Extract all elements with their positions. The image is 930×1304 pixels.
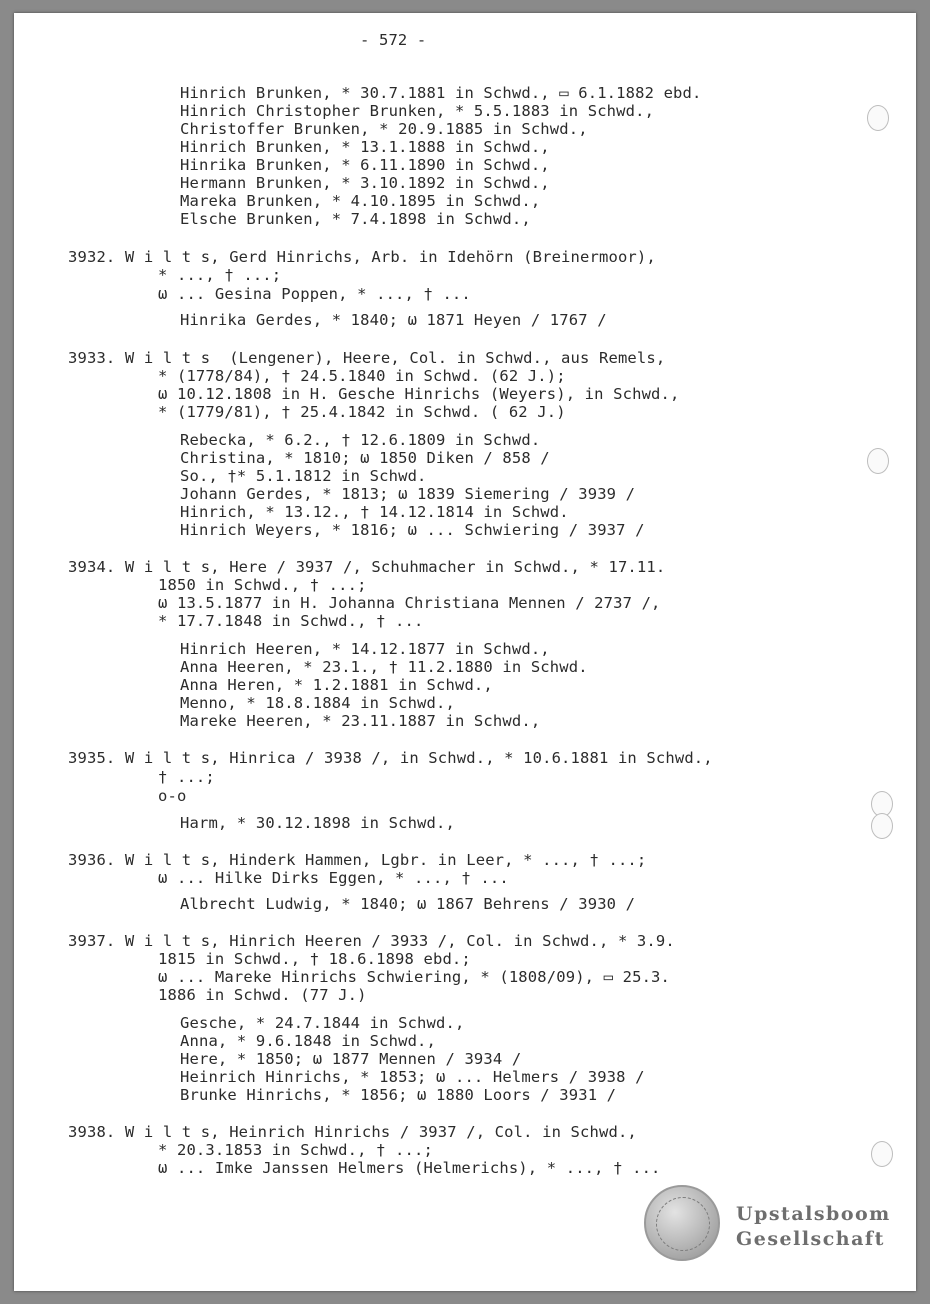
child-line: Menno, * 18.8.1884 in Schwd., bbox=[180, 694, 455, 712]
child-line: Hermann Brunken, * 3.10.1892 in Schwd., bbox=[180, 174, 550, 192]
child-line: Hinrich Weyers, * 1816; ω ... Schwiering / 3937 / bbox=[180, 521, 645, 539]
entry-line: * (1779/81), † 25.4.1842 in Schwd. ( 62 J.) bbox=[158, 403, 566, 421]
child-line: Elsche Brunken, * 7.4.1898 in Schwd., bbox=[180, 210, 531, 228]
child-line: Hinrika Brunken, * 6.11.1890 in Schwd., bbox=[180, 156, 550, 174]
punch-hole bbox=[867, 448, 889, 474]
entry-3932-head: 3932. W i l t s, Gerd Hinrichs, Arb. in Idehörn (Breinermoor), bbox=[68, 248, 656, 266]
entry-line: 1850 in Schwd., † ...; bbox=[158, 576, 367, 594]
logo-text-line2: Gesellschaft bbox=[736, 1228, 885, 1250]
entry-line: * (1778/84), † 24.5.1840 in Schwd. (62 J.); bbox=[158, 367, 566, 385]
entry-line: o-o bbox=[158, 787, 187, 805]
child-line: Hinrika Gerdes, * 1840; ω 1871 Heyen / 1767 / bbox=[180, 311, 607, 329]
entry-line: ω 13.5.1877 in H. Johanna Christiana Mennen / 2737 /, bbox=[158, 594, 661, 612]
entry-3935-head: 3935. W i l t s, Hinrica / 3938 /, in Schwd., * 10.6.1881 in Schwd., bbox=[68, 749, 713, 767]
child-line: Mareka Brunken, * 4.10.1895 in Schwd., bbox=[180, 192, 541, 210]
entry-line: ω ... Imke Janssen Helmers (Helmerichs), * ..., † ... bbox=[158, 1159, 661, 1177]
entry-3938-head: 3938. W i l t s, Heinrich Hinrichs / 3937 /, Col. in Schwd., bbox=[68, 1123, 637, 1141]
entry-3934-head: 3934. W i l t s, Here / 3937 /, Schuhmacher in Schwd., * 17.11. bbox=[68, 558, 666, 576]
child-line: So., †* 5.1.1812 in Schwd. bbox=[180, 467, 427, 485]
entry-line: 1815 in Schwd., † 18.6.1898 ebd.; bbox=[158, 950, 471, 968]
punch-hole bbox=[867, 105, 889, 131]
entry-line: * 20.3.1853 in Schwd., † ...; bbox=[158, 1141, 433, 1159]
entry-3933-head: 3933. W i l t s (Lengener), Heere, Col. in Schwd., aus Remels, bbox=[68, 349, 666, 367]
punch-hole bbox=[871, 1141, 893, 1167]
child-line: Hinrich Brunken, * 13.1.1888 in Schwd., bbox=[180, 138, 550, 156]
child-line: Hinrich Heeren, * 14.12.1877 in Schwd., bbox=[180, 640, 550, 658]
entry-line: ω ... Gesina Poppen, * ..., † ... bbox=[158, 285, 471, 303]
child-line: Anna Heeren, * 23.1., † 11.2.1880 in Schwd. bbox=[180, 658, 588, 676]
child-line: Brunke Hinrichs, * 1856; ω 1880 Loors / 3931 / bbox=[180, 1086, 617, 1104]
punch-hole bbox=[871, 813, 893, 839]
child-line: Hinrich Brunken, * 30.7.1881 in Schwd., ▭ 6.1.1882 ebd. bbox=[180, 84, 702, 102]
entry-line: * ..., † ...; bbox=[158, 266, 282, 284]
child-line: Here, * 1850; ω 1877 Mennen / 3934 / bbox=[180, 1050, 522, 1068]
child-line: Albrecht Ludwig, * 1840; ω 1867 Behrens / 3930 / bbox=[180, 895, 636, 913]
entry-line: ω ... Mareke Hinrichs Schwiering, * (1808/09), ▭ 25.3. bbox=[158, 968, 671, 986]
entry-line: 1886 in Schwd. (77 J.) bbox=[158, 986, 367, 1004]
child-line: Johann Gerdes, * 1813; ω 1839 Siemering / 3939 / bbox=[180, 485, 636, 503]
child-line: Anna Heren, * 1.2.1881 in Schwd., bbox=[180, 676, 493, 694]
child-line: Anna, * 9.6.1848 in Schwd., bbox=[180, 1032, 437, 1050]
child-line: Harm, * 30.12.1898 in Schwd., bbox=[180, 814, 455, 832]
entry-line: * 17.7.1848 in Schwd., † ... bbox=[158, 612, 424, 630]
entry-3937-head: 3937. W i l t s, Hinrich Heeren / 3933 /, Col. in Schwd., * 3.9. bbox=[68, 932, 675, 950]
entry-line: ω ... Hilke Dirks Eggen, * ..., † ... bbox=[158, 869, 509, 887]
page-number: - 572 - bbox=[360, 31, 427, 49]
child-line: Rebecka, * 6.2., † 12.6.1809 in Schwd. bbox=[180, 431, 541, 449]
entry-line: † ...; bbox=[158, 768, 215, 786]
child-line: Christoffer Brunken, * 20.9.1885 in Schwd., bbox=[180, 120, 588, 138]
entry-3936-head: 3936. W i l t s, Hinderk Hammen, Lgbr. in Leer, * ..., † ...; bbox=[68, 851, 647, 869]
upstalsboom-seal-logo bbox=[644, 1185, 720, 1261]
logo-text-line1: Upstalsboom bbox=[736, 1203, 891, 1225]
seal-ring bbox=[656, 1197, 710, 1251]
entry-line: ω 10.12.1808 in H. Gesche Hinrichs (Weyers), in Schwd., bbox=[158, 385, 680, 403]
child-line: Christina, * 1810; ω 1850 Diken / 858 / bbox=[180, 449, 550, 467]
child-line: Hinrich, * 13.12., † 14.12.1814 in Schwd. bbox=[180, 503, 569, 521]
child-line: Hinrich Christopher Brunken, * 5.5.1883 in Schwd., bbox=[180, 102, 655, 120]
child-line: Mareke Heeren, * 23.11.1887 in Schwd., bbox=[180, 712, 541, 730]
document-page bbox=[14, 13, 916, 1291]
child-line: Gesche, * 24.7.1844 in Schwd., bbox=[180, 1014, 465, 1032]
child-line: Heinrich Hinrichs, * 1853; ω ... Helmers / 3938 / bbox=[180, 1068, 645, 1086]
